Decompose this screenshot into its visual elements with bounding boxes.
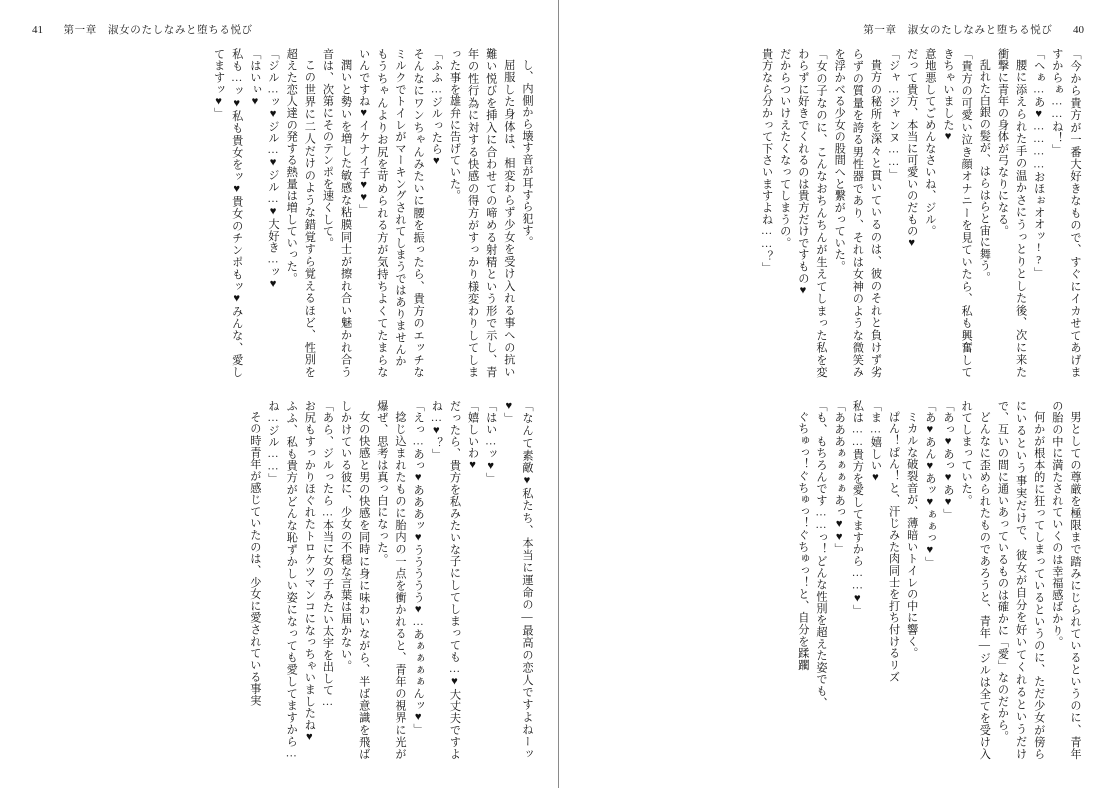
paragraph: 「はいぃ♥ <box>248 48 261 108</box>
paragraph: 貴方なら分かって下さいますよね……？」 <box>760 48 773 275</box>
paragraph: この世界に二人だけのような錯覚すら覚えるほど、性別を超えた恋人達の発する熱量は増していった。 <box>285 48 316 378</box>
paragraph: 捻じ込まれたものに胎内の一点を衝かれると、青年の視界に光が爆ぜ、思考は真っ白になった。 <box>375 400 407 760</box>
paragraph: 「なんて素敵♥私たち、本当に運命の―最高の恋人ですよねーッ♥」 <box>502 400 533 760</box>
paragraph: 何かが根本的に狂ってしまっているというのに、ただ少女が傍らにいるという事実だけで、彼女が自分を好いてくれるというだけで、互いの間に通いあっているものは確かに「愛」なのだから。 <box>996 400 1045 760</box>
running-head-title-right: 第一章 淑女のたしなみと堕ちる悦び <box>863 25 1053 36</box>
paragraph: 私も…ッ♥私も貴女をッ♥貴女のチンポもッ♥みんな、愛してますッ♥」 <box>212 48 243 378</box>
paragraph: だって貴方、本当に可愛いのだもの♥ <box>905 48 918 250</box>
paragraph: 「ま…嬉しい♥ <box>869 400 882 485</box>
running-head-title-left: 第一章 淑女のたしなみと堕ちる悦び <box>63 25 253 36</box>
paragraph: 「ふふ…ジルったら♥ <box>430 48 443 168</box>
paragraph: 「あっ♥あっ♥あ♥」 <box>942 400 955 521</box>
paragraph: その時青年が感じていたのは、少女に愛されている事実 <box>248 411 261 707</box>
paragraph: 「あ♥あん♥あッ♥ぁぁっ♥」 <box>923 400 936 569</box>
page-right <box>558 0 1116 788</box>
paragraph: 乱れた白銀の髪が、はらはらと宙に舞う。 <box>978 59 991 284</box>
paragraph: 「女の子なのに、こんなおちんちんが生えてしまった私を変わらずに好きでくれるのは貴方だけですもの♥ <box>796 48 828 378</box>
paragraph: 潤いと勢いを増した敏感な粘膜同士が擦れ合い魅かれ合う音は、次第にそのテンポを速くして。 <box>321 48 352 378</box>
paragraph: 貴方の秘所を深々と貫いているのは、彼のそれと負けず劣らずの質量を誇る男性器であり、それは女神のような微笑みを浮かべる少女の股間へと繋がっていた。 <box>833 48 882 378</box>
paragraph: 「はい…ッ♥」 <box>484 400 497 485</box>
paragraph: お尻もすっかりほぐれたトロケツマンコになっちゃいましたね♥ <box>303 400 316 744</box>
paragraph: だからついけえたくなってしまうの。 <box>778 48 791 249</box>
paragraph: だったら、貴方を私みたいな子にしてしまっても…♥大丈夫ですよね…♥？」 <box>430 400 461 760</box>
paragraph: 「あああぁぁぁぁあっ♥♥」 <box>833 400 846 556</box>
paragraph: 「へぁ…あ♥…………おほぉオオッ!?」 <box>1032 48 1045 279</box>
running-head-right <box>863 22 1084 37</box>
body-text-left-bottom <box>100 400 536 760</box>
paragraph: 「今から貴方が一番大好きなもので、すぐにイカせてあげますからぁ……ね！」 <box>1050 48 1081 378</box>
paragraph: 「嬉しいわ♥ <box>466 400 479 472</box>
paragraph: 「ジル…ッ♥ジル…♥ジル…♥大好き…ッ♥ <box>267 48 280 291</box>
paragraph: し、内側から壊す音が耳すら犯す。 <box>521 59 533 249</box>
paragraph: 意地悪してごめんなさいね、ジル。 <box>923 48 936 238</box>
paragraph: 「貴方の可愛い泣き顔オナニーを見ていたら、私も興奮してきちゃいました♥ <box>942 48 973 378</box>
body-text-left-top <box>100 48 536 378</box>
folio-left: 41 <box>32 24 43 36</box>
paragraph: 「も、もちろんです……っ！どんな性別を超えた姿でも、 <box>815 400 828 709</box>
paragraph: 私は……貴方を愛してますから……♥」 <box>851 400 864 617</box>
paragraph: 「ジャ…ジャンヌ……」 <box>887 48 900 181</box>
paragraph: 「えっ…あっ♥あああッ♥ううううう♥…あぁぁぁぁんッ♥」 <box>412 400 425 736</box>
paragraph: ミカルな破裂音が、薄暗いトイレの中に響く。 <box>905 411 918 660</box>
paragraph: ぐちゅっ！ぐちゅっ！ぐちゅっ！と、自分を蹂躙 <box>796 411 809 672</box>
paragraph: 腰に添えられた手の温かさにうっとりとした後、次に来た衝撃に青年の身体が弓なりになる。 <box>996 48 1027 378</box>
paragraph: 屈服した身体は、相変わらず少女を受け入れる事への抗い難い悦びを挿入に合わせての啼める射精という形で示し、青年の性行為に対する快感の得方がすっかり様変わりしてしまった事を雄弁に告げていた。 <box>448 48 515 378</box>
paragraph: ぱん！ぱん！と、汗じみた肉同士を打ち付けるリズ <box>887 411 900 683</box>
paragraph: そんなにワンちゃんみたいに腰を振ったら、貴方のエッチなミルクでトイレがマーキングされてしまうではありませんか <box>394 48 425 378</box>
paragraph: 「あら、ジルったら…本当に女の子みたい太宇を出して… <box>321 400 334 709</box>
body-text-right-top <box>650 48 1084 378</box>
paragraph: 男としての尊厳を極限まで踏みにじられているというのに、青年の胎の中に満たされていくのは幸福感ばかり。 <box>1050 400 1081 760</box>
paragraph: ふふ、私も貴方がどんな恥ずかしい姿になっても愛してますから…ね…ジル……」 <box>267 400 298 760</box>
paragraph: 女の快感と男の快感を同時に身に味わいながら、半ば意識を飛ばしかけている彼に、少女の不穏な言葉は届かない。 <box>339 400 370 760</box>
running-head-left <box>32 22 253 37</box>
paragraph: もうちゃんよりお尻を苛められる方が気持ちよくてたまらないんですね♥イケナイ子♥♥」 <box>357 48 388 378</box>
folio-right: 40 <box>1073 24 1084 36</box>
body-text-right-bottom <box>650 400 1084 760</box>
paragraph: どんなに歪められたものであろうと、青年―ジルは全てを受け入れてしまっていた。 <box>960 400 991 760</box>
